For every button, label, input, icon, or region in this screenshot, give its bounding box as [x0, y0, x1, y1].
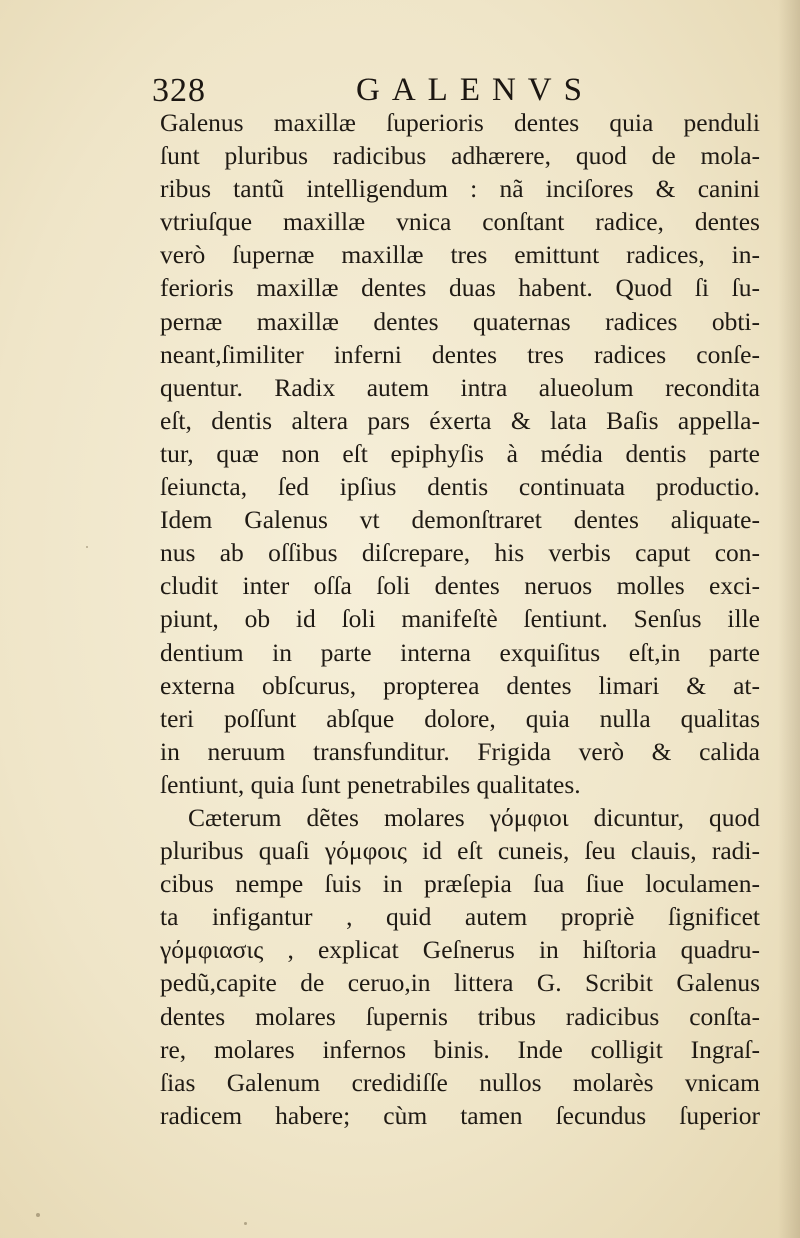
- text-line: Cæterum dẽtes molares γόμφιοι dicuntur, quod: [188, 802, 760, 832]
- text-line: dentes molares ſupernis tribus radicibus conſta-: [160, 1001, 760, 1031]
- text-line: pedũ,capite de ceruo,in littera G. Scribit Galenus: [160, 968, 760, 998]
- page-gutter-shadow: [778, 0, 800, 1238]
- text-line: ſias Galenum credidiſſe nullos molarès vnicam: [160, 1067, 760, 1097]
- text-line: ribus tantũ intelligendum : nã inciſores & canini: [160, 174, 760, 204]
- paper-speck: [244, 1222, 247, 1225]
- text-line: cludit inter oſſa ſoli dentes neruos molles exci-: [160, 571, 760, 601]
- text-line: quentur. Radix autem intra alueolum recondita: [160, 372, 760, 402]
- text-line: in neruum transfunditur. Frigida verò & calida: [160, 736, 760, 766]
- text-line: ſunt pluribus radicibus adhærere, quod de mola-: [160, 141, 760, 171]
- text-line: verò ſupernæ maxillæ tres emittunt radices, in-: [160, 240, 760, 270]
- text-line: ta infigantur , quid autem propriè ſignificet: [160, 902, 760, 932]
- text-line: piunt, ob id ſoli manifeſtè ſentiunt. Senſus ille: [160, 604, 760, 634]
- paper-speck: [36, 1213, 40, 1217]
- text-line: pluribus quaſi γόμφοις id eſt cuneis, ſeu clauis, radi-: [160, 836, 760, 866]
- text-line: ſentiunt, quia ſunt penetrabiles qualitates.: [160, 769, 581, 799]
- paragraph-1: [160, 106, 760, 801]
- running-title: GALENVS: [356, 72, 594, 108]
- text-line: tur, quæ non eſt epiphyſis à média dentis parte: [160, 438, 760, 468]
- text-line: vtriuſque maxillæ vnica conſtant radice, dentes: [160, 207, 760, 237]
- text-line: neant,ſimiliter inferni dentes tres radices conſe-: [160, 339, 760, 369]
- text-line: γόμφιασις , explicat Geſnerus in hiſtoria quadru-: [160, 935, 760, 965]
- text-line: re, molares infernos binis. Inde colligit Ingraſ-: [160, 1034, 760, 1064]
- text-line: nus ab oſſibus diſcrepare, his verbis caput con-: [160, 538, 760, 568]
- body-text: [160, 106, 760, 1132]
- text-line: eſt, dentis altera pars éxerta & lata Baſis appella-: [160, 405, 760, 435]
- paper-speck: [86, 546, 88, 548]
- text-line: cibus nempe ſuis in præſepia ſua ſiue loculamen-: [160, 869, 760, 899]
- paragraph-2: [160, 801, 760, 1132]
- page-number: 328: [152, 72, 206, 109]
- text-line: teri poſſunt abſque dolore, quia nulla qualitas: [160, 703, 760, 733]
- text-line: dentium in parte interna exquiſitus eſt,in parte: [160, 637, 760, 667]
- text-line: ferioris maxillæ dentes duas habent. Quod ſi ſu-: [160, 273, 760, 303]
- text-line: ſeiuncta, ſed ipſius dentis continuata productio.: [160, 472, 760, 502]
- text-line: Idem Galenus vt demonſtraret dentes aliquate-: [160, 505, 760, 535]
- text-line: radicem habere; cùm tamen ſecundus ſuperior: [160, 1100, 760, 1130]
- text-line: pernæ maxillæ dentes quaternas radices obti-: [160, 306, 760, 336]
- text-line: Galenus maxillæ ſuperioris dentes quia penduli: [160, 108, 760, 137]
- text-line: externa obſcurus, propterea dentes limari & at-: [160, 670, 760, 700]
